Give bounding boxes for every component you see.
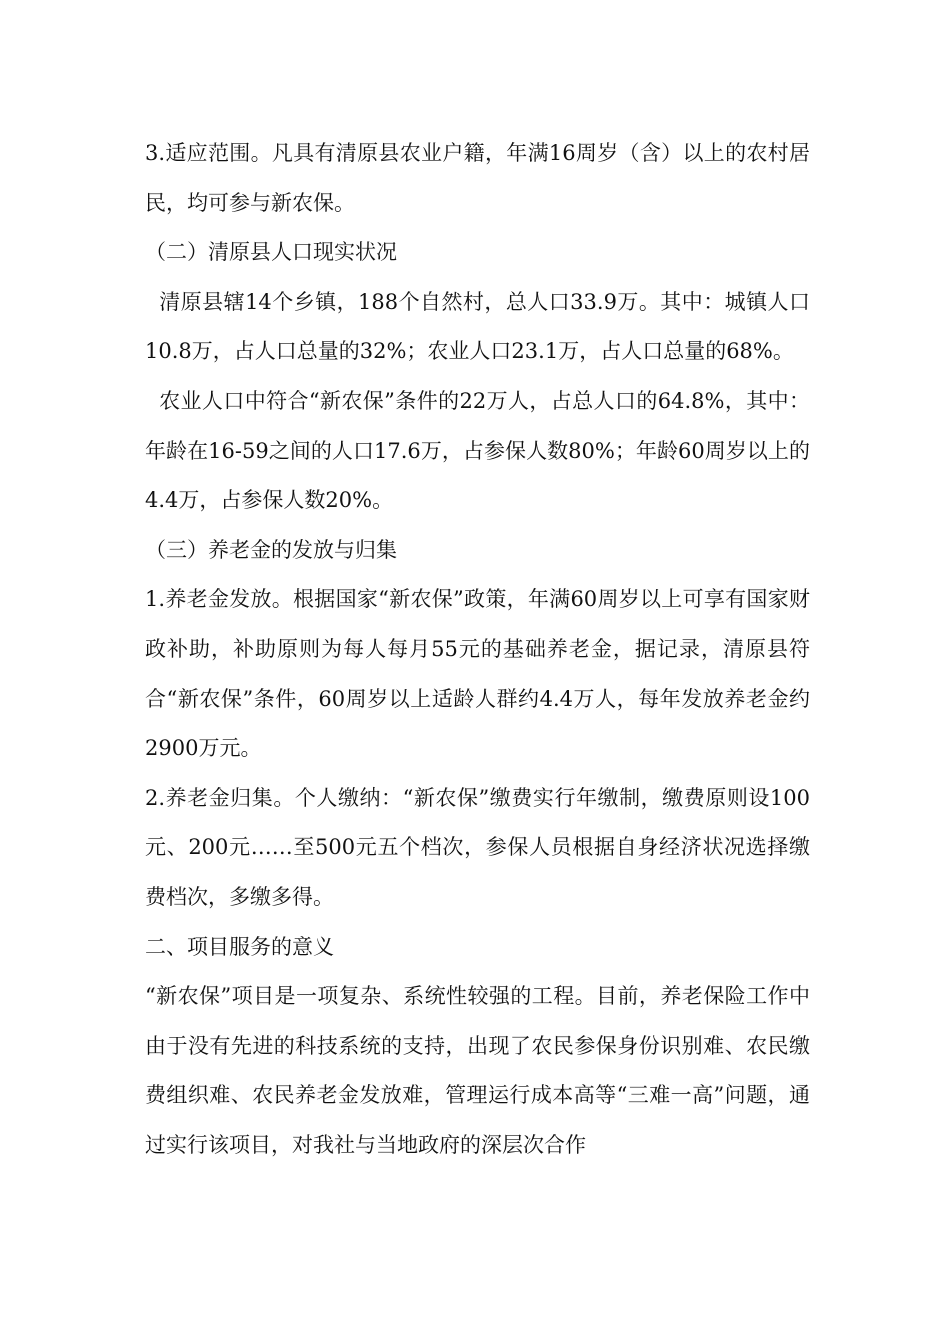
paragraph-eligible-population: 农业人口中符合“新农保”条件的22万人，占总人口的64.8%，其中：年龄在16-59之间的人口17.6万，占参保人数80%；年龄60周岁以上的4.4万，占参保人数20%。	[145, 388, 810, 513]
paragraph-project-overview: “新农保”项目是一项复杂、系统性较强的工程。目前，养老保险工作中由于没有先进的科技系统的支持，出现了农民参保身份识别难、农民缴费组织难、农民养老金发放难，管理运行成本高等“三难一高”问题，通过实行该项目，对我社与当地政府的深层次合作	[145, 984, 810, 1157]
paragraph-scope: 3.适应范围。凡具有清原县农业户籍，年满16周岁（含）以上的农村居民，均可参与新农保。	[145, 141, 810, 215]
paragraph-pension-payout: 1.养老金发放。根据国家“新农保”政策，年满60周岁以上可享有国家财政补助，补助原则为每人每月55元的基础养老金，据记录，清原县符合“新农保”条件，60周岁以上适龄人群约4.4万人，每年发放养老金约2900万元。	[145, 587, 810, 761]
document-body	[145, 129, 810, 1170]
heading-pension-distribution: （三）养老金的发放与归集	[145, 537, 397, 562]
heading-population-status: （二）清原县人口现实状况	[145, 240, 397, 265]
paragraph-pension-collection: 2.养老金归集。个人缴纳：“新农保”缴费实行年缴制，缴费原则设100元、200元……至500元五个档次，参保人员根据自身经济状况选择缴费档次，多缴多得。	[145, 785, 810, 909]
heading-project-significance: 二、项目服务的意义	[145, 934, 334, 959]
paragraph-county-population: 清原县辖14个乡镇，188个自然村，总人口33.9万。其中：城镇人口10.8万，占人口总量的32%；农业人口23.1万，占人口总量的68%。	[145, 289, 811, 364]
